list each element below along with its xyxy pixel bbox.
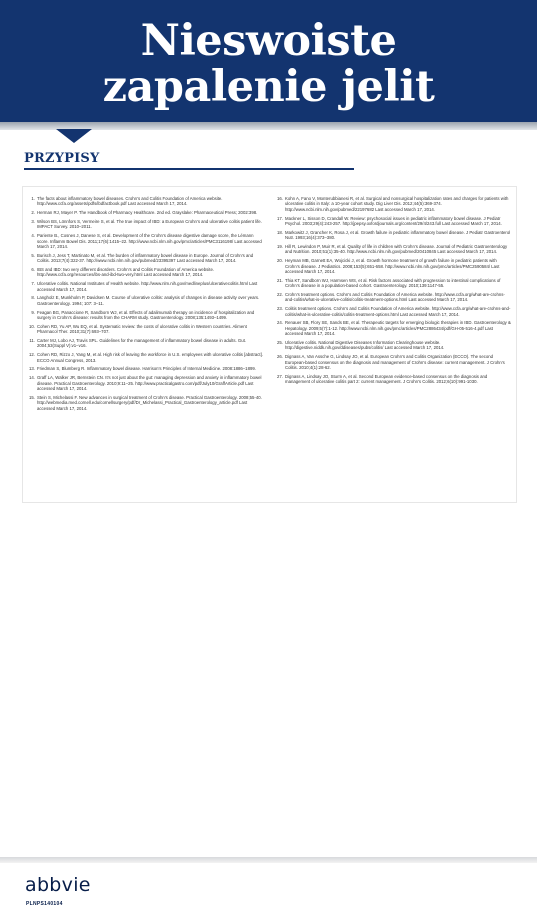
reference-text: Graff LA, Walker JR, Bernstein CN. It’s not just about the gut: managing depression and anxiety in inflammatory bowel disease. Practical Gastroenterology. 2010;9:11–25. http://www.practicalgastro.com/pdf/July10/GraffArticle.pdf Last accessed March 17, 2014. [37, 375, 262, 392]
reference-item [275, 244, 511, 255]
references-column-right [275, 196, 511, 388]
reference-item [27, 310, 263, 321]
reference-text: IBS and IBD: two very different disorders. Crohn’s and Colitis Foundation of America website. http://www.ccfa.org/resources/ibs-and-ibd-two-very.html Last accessed March 17, 2014. [37, 267, 215, 278]
reference-text: Carter MJ, Lobo AJ, Travis SPL. Guidelines for the management of inflammatory bowel disease in adults. Gut. 2004;53(Suppl V):v1–v16. [37, 338, 246, 349]
reference-number: 22. [277, 292, 283, 298]
reference-item [27, 324, 263, 335]
reference-item [27, 295, 263, 306]
reference-text: Herman RJ, Mayer P. The Handbook of Pharmacy Healthcare. 2nd ed. Grayslake: Pharmaceutical Press; 2002:398. [37, 210, 258, 216]
reference-item [275, 340, 511, 351]
reference-item [275, 374, 511, 385]
reference-item [27, 233, 263, 249]
reference-item [275, 354, 511, 370]
reference-item [27, 338, 263, 349]
reference-number: 8. [31, 295, 35, 301]
reference-text: Cohen RD, Yu AP, Wu EQ, et al. Systematic review: the costs of ulcerative colitis in Western countries. Aliment Pharmacol Ther. 2010;31(7):693–707. [37, 323, 247, 335]
reference-item [27, 210, 263, 215]
reference-text: Thia KT, Sandborn WJ, Harmsen WS, et al. Risk factors associated with progression to intestinal complications of Crohn’s disease in a population-based cohort. Gastroenterology. 2010;139:1147-55. [285, 277, 501, 289]
page-title-line-2: zapalenie jelit [102, 62, 435, 112]
reference-number: 9. [31, 309, 35, 315]
reference-item [27, 196, 263, 207]
reference-item [27, 267, 263, 278]
reference-text: Dignass A, Van Assche G, Lindsay JO, et al. European Crohn’s and Colitis Organization (ECCO). The second European-based consensus on the diagnosis and management of Crohn’s disease: current management. J Crohn’s Colitis. 2010;4(1):28-62. [285, 354, 505, 371]
reference-number: 4. [31, 233, 35, 239]
reference-number: 27. [277, 373, 283, 379]
reference-item [27, 366, 263, 371]
reference-number: 12. [29, 352, 35, 358]
reference-text: The facts about inflammatory bowel diseases. Crohn’s and Colitis Foundation of America website. http://www.ccfa.org/assets/pdfs/ibdfactbook.pdf Last accessed March 17, 2014. [37, 196, 223, 207]
reference-text: Burisch J, Jess T, Martinato M, et al. The burden of inflammatory bowel disease in Europe. Journal of Crohn’s and Colitis. 2013;7(4):322-37. http://www.ncbi.nlm.nih.gov/pubmed/23395397 Last accessed March 17, 2014. [37, 252, 254, 264]
reference-item [275, 292, 511, 303]
reference-number: 20. [277, 258, 283, 264]
reference-item [27, 281, 263, 292]
references-column-left [27, 196, 263, 414]
reference-text: Colitis treatment options. Crohn’s and Colitis Foundation of America website. http://www.ccfa.org/what-are-crohns-and-colitis/what-is-ulcerative-colitis/colitis-treatment-options.html Last accessed March 17, 2014. [285, 306, 511, 317]
section-title: PRZYPISY [24, 151, 100, 166]
reference-item [275, 306, 511, 317]
reference-text: Wilson BS, Lönnfors S, Vermeire S, et al. The true impact of IBD: a European Crohn’s and ulcerative colitis patient life. IMPACT Survey. 2010–2011. [37, 219, 262, 230]
reference-number: 6. [31, 267, 35, 273]
page-title [0, 18, 537, 110]
reference-item [275, 196, 511, 212]
reference-text: Mackner L, Sisson D, Crandall W. Review: psychosocial issues in pediatric inflammatory bowel disease. J Pediatr Psychol. 2003;29(4):243-257. http://jpepsy.oxfordjournals.org/content/29/4/243.full Last accessed March 17, 2014. [285, 215, 502, 227]
reference-text: Ulcerative colitis. National Institutes of Health website. http://www.nlm.nih.gov/medlineplus/ulcerativecolitis.html Last accessed March 17, 2014. [37, 281, 258, 292]
reference-item [27, 352, 263, 363]
reference-number: 26. [277, 354, 283, 360]
reference-text: Heyman MB, Garnett EA, Wojcicki J, et al. Growth hormone treatment of growth failure in pediatric patients with Crohn’s disease. J Pediatrics. 2008;153(5):651-658. http://www.ncbi.nlm.nih.gov/pmc/articles/PMC2590584/ Last accessed March 17, 2014. [285, 258, 500, 275]
reference-item [27, 375, 263, 391]
section-title-underline [24, 168, 354, 170]
reference-number: 15. [29, 394, 35, 400]
reference-item [275, 258, 511, 274]
reference-text: Hill R, Lewindon P, Muir R, et al. Quality of life in children with Crohn’s disease. Journal of Pediatric Gastroenterology and Nutrition. 2010;51(1):35-40. http://www.ncbi.nlm.nih.gov/pubmed/20410845 Last accessed March 17, 2014. [285, 244, 508, 255]
reference-number: 25. [277, 340, 283, 346]
references-panel [22, 186, 517, 503]
reference-number: 3. [31, 219, 35, 224]
reference-text: Friedman S, Blumberg R. Inflammatory bowel disease. Harrison’s Principles of Internal Medicine. 2008:1886–1899. [37, 366, 256, 372]
reference-number: 18. [277, 229, 283, 235]
reference-number: 23. [277, 306, 283, 312]
reference-number: 16. [277, 196, 283, 201]
header-notch-arrow [56, 129, 92, 143]
reference-item [275, 320, 511, 336]
reference-item [27, 395, 263, 411]
reference-text: Markowitz J, Grancher K, Rosa J, et al. Growth failure in pediatric inflammatory bowel disease. J Pediatr Gastroenterol Nutr. 1993;16(4):373–380. [285, 229, 511, 241]
reference-number: 21. [277, 277, 283, 283]
reference-item [275, 216, 511, 227]
reference-text: Cohen RD, Rizzo J, Yang M, et al. High risk of leaving the workforce in U.S. employees with ulcerative colitis [abstract]. ECCO Annual Congress, 2013. [37, 352, 263, 363]
reference-text: Kohn A, Fano V, Monterubbianesi R, et al. Surgical and nonsurgical hospitalization rates and charges for patients with ulcerative colitis in Italy: a 10-year cohort study. Dig Liver Dis. 2012;44(5):369-374. http://www.ncbi.nlm.nih.gov/pubmed/22197682 Last accessed March 17, 2014. [285, 196, 509, 212]
reference-text: Langholz E, Munkholm P, Davidsen M. Course of ulcerative colitis: analysis of changes in disease activity over years. Gastroenterology. 1994; 107: 3–11. [37, 295, 260, 306]
reference-text: Ulcerative colitis. National Digestive Diseases Information Clearinghouse website. http://digestive.niddk.nih.gov/ddiseases/pubs/colitis/ Last accessed March 17, 2014. [285, 340, 445, 351]
reference-text: Feagan BG, Panaccione R, Sandborn WJ, et al. Effects of adalimumab therapy on incidence of hospitalization and surgery in Crohn’s disease: results from the CHARM study. Gastroenterology. 2008;135:1493–1499. [37, 309, 255, 321]
reference-text: Crohn’s treatment options. Crohn’s and Colitis Foundation of America website. http://www.ccfa.org/what-are-crohns-and-colitis/what-is-ulcerative-colitis/colitis-treatment-options.html Last accessed March 17, 2014. [285, 292, 505, 303]
reference-number: 5. [31, 252, 35, 258]
reference-item [27, 219, 263, 230]
page-title-line-1: Nieswoiste [140, 16, 397, 66]
reference-number: 11. [29, 338, 35, 344]
reference-number: 10. [29, 323, 35, 329]
reference-number: 24. [277, 320, 283, 326]
reference-number: 7. [31, 281, 35, 287]
reference-text: Renauer SB, Flory SE, Sands BE, et al. Therapeutic targets for emerging biologic therapies in IBD. Gastroenterology & Hepatology. 2009;5(7):1-12. http://www.ncbi.nlm.nih.gov/pmc/articles/PMC2886434/pdf/GH-05-516-4.pdf Last accessed March 17, 2014. [285, 320, 511, 337]
reference-item [275, 278, 511, 289]
footer-divider-band [0, 857, 537, 863]
abbvie-logo: abbvie [25, 874, 91, 896]
reference-text: Pariente B., Cosnes J, Danese S, et al. Development of the Crohn’s disease digestive damage score, the Lémann score. Inflamm Bowel Dis. 2011;17(6):1415–22. http://www.ncbi.nlm.nih.gov/pmc/articles/PMC3116198/ Last accessed March 17, 2014. [37, 233, 262, 250]
document-code: PLNPS140104 [26, 901, 63, 907]
reference-number: 19. [277, 244, 283, 250]
reference-number: 2. [31, 210, 35, 216]
reference-text: Stein S, Michelassi F. New advances in surgical treatment of Crohn’s disease. Practical Gastroenterology. 2008;55-40. http://webmedia.med.cornell.edu/cornellsurgery/pdf/Dr_Michelassi_Practical_Gastroenterology_article.pdf Last accessed March 17, 2014. [37, 394, 262, 411]
reference-number: 17. [277, 215, 283, 221]
reference-item [275, 230, 511, 241]
reference-number: 1. [31, 196, 35, 201]
reference-item [27, 253, 263, 264]
reference-text: Dignass A, Lindsay JO, Sturm A, et al. Second European evidence-based consensus on the diagnosis and management of ulcerative colitis part 2: current management. J Crohn’s Colitis. 2012;6(10):991-1030. [285, 373, 488, 385]
header-banner [0, 0, 537, 128]
reference-number: 14. [29, 375, 35, 381]
reference-number: 13. [29, 366, 35, 372]
